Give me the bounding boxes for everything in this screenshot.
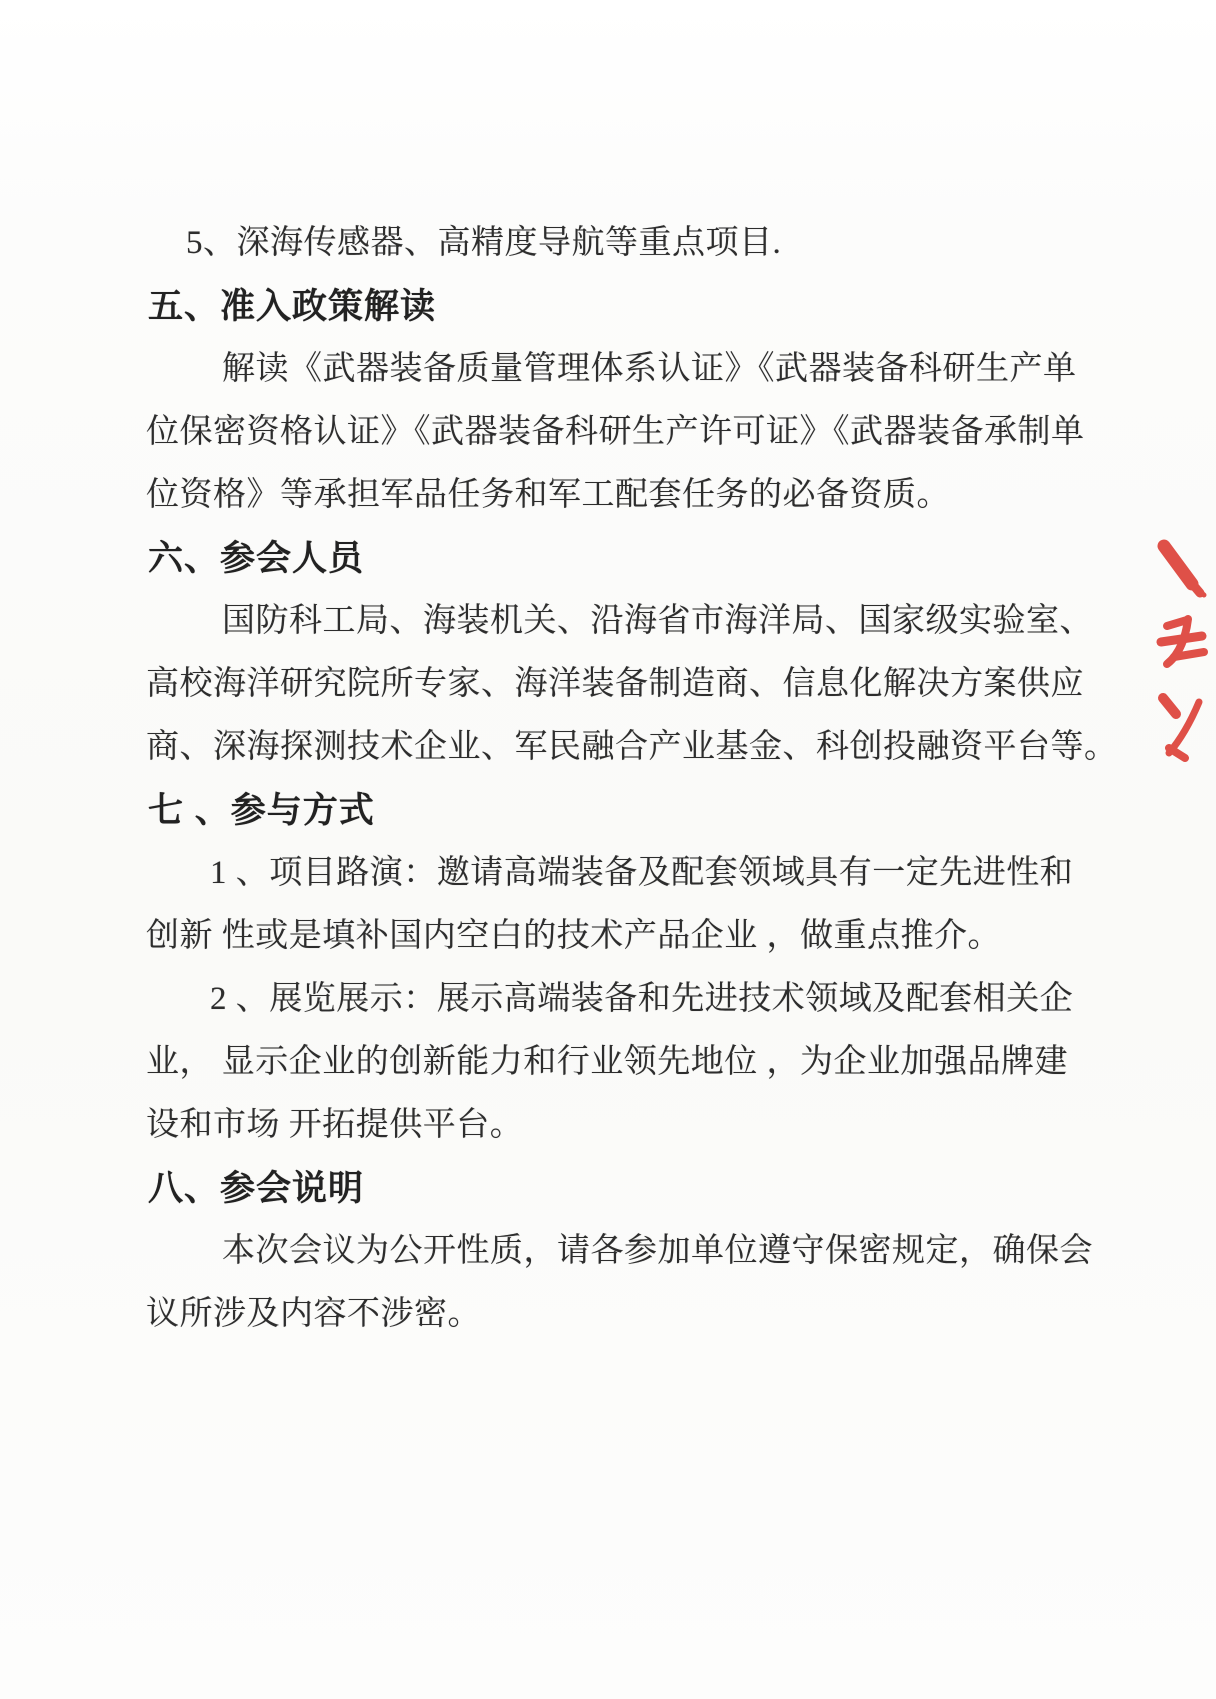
text-line: 商、深海探测技术企业、军民融合产业基金、科创投融资平台等。 [146, 729, 1118, 765]
section-heading: 七 、参与方式 [148, 791, 375, 830]
text-line: 业， 显示企业的创新能力和行业领先地位 ，为企业加强品牌建 [146, 1044, 1068, 1080]
text-line: 设和市场 开拓提供平台。 [146, 1107, 524, 1143]
red-stroke-character-fragment [1161, 619, 1204, 664]
text-line: 本次会议为公开性质，请各参加单位遵守保密规定，确保会 [222, 1233, 1093, 1269]
text-line: 2 、展览展示：展示高端装备和先进技术领域及配套相关企 [210, 981, 1074, 1017]
text-line: 高校海洋研究院所专家、海洋装备制造商、信息化解决方案供应 [146, 666, 1084, 702]
text-line: 国防科工局、海装机关、沿海省市海洋局、国家级实验室、 [222, 603, 1093, 639]
section-heading: 六、参会人员 [148, 539, 365, 578]
text-line: 5、深海传感器、高精度导航等重点项目. [186, 225, 782, 261]
text-line: 解读《武器装备质量管理体系认证》《武器装备科研生产单 [222, 351, 1077, 387]
red-stroke-check [1163, 698, 1199, 758]
section-heading: 八、参会说明 [148, 1169, 365, 1208]
text-line: 议所涉及内容不涉密。 [146, 1296, 481, 1332]
document-text-block [146, 212, 1118, 1346]
red-pen-marks [1140, 520, 1216, 782]
text-line: 位保密资格认证》《武器装备科研生产许可证》《武器装备承制单 [146, 414, 1085, 450]
red-stroke-diagonal [1164, 546, 1204, 595]
text-line: 1 、项目路演：邀请高端装备及配套领域具有一定先进性和 [210, 855, 1074, 891]
text-line: 创新 性或是填补国内空白的技术产品企业 ，做重点推介。 [146, 918, 1001, 954]
section-heading: 五、准入政策解读 [148, 287, 437, 326]
text-line: 位资格》等承担军品任务和军工配套任务的必备资质。 [146, 477, 950, 513]
